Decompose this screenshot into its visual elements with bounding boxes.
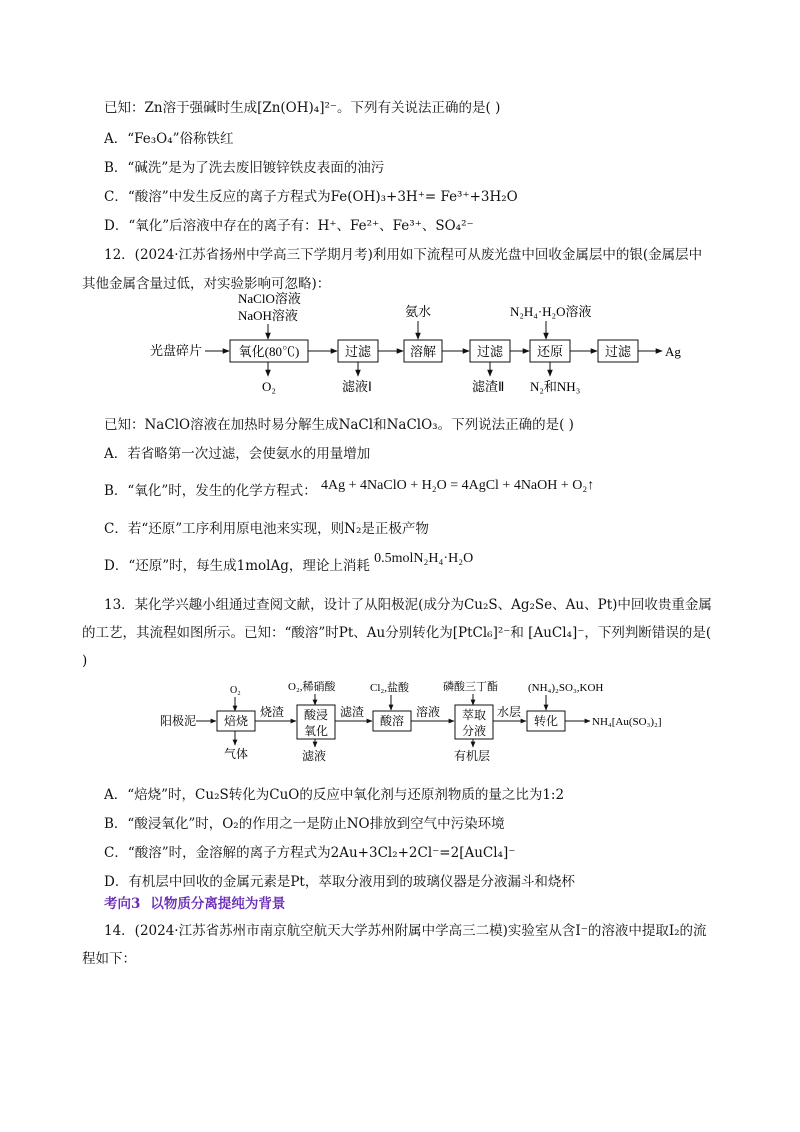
q13-stem-line1: 13．某化学兴趣小组通过查阅文献，设计了从阳极泥(成分为Cu₂S、Ag₂Se、Au、Pt)中回收贵重金属 [104,597,712,613]
svg-text:(NH₄)₂SO₃,KOH: (NH₄)₂SO₃,KOH [528,682,604,694]
q13-arrow-label-3: 溶液 [416,705,441,719]
q13-out-filtrate: 滤液 [302,749,327,763]
q12-option-a: A．若省略第一次过滤，会使氨水的用量增加 [104,446,371,462]
svg-text:过滤: 过滤 [344,344,372,359]
q13-stem-line3: ) [82,653,88,669]
svg-text:溶解: 溶解 [409,344,437,359]
q12-option-c: C．若“还原”工序利用原电池来实现，则N₂是正极产物 [104,521,429,537]
q11-known-text: 已知：Zn溶于强碱时生成[Zn(OH)₄]²⁻。下列有关说法正确的是( ) [104,100,501,116]
q12-reagent-naoh: NaOH溶液 [238,308,298,323]
q11-option-b: B．“碱洗”是为了洗去废旧镀锌铁皮表面的油污 [104,160,385,176]
q12-reagent-naclo: NaClO溶液 [238,291,301,306]
q12-option-d-formula: 0.5molN₂H₄·H₂O [374,551,474,566]
q12-start-label: 光盘碎片 [150,343,203,358]
q13-arrow-label-4: 水层 [497,705,522,719]
svg-text:氧化: 氧化 [303,724,329,738]
q13-out-organic: 有机层 [454,749,491,763]
q13-arrow-label-2: 滤渣 [340,705,365,719]
svg-text:焙烧: 焙烧 [223,714,249,728]
section-heading [104,892,285,912]
section-title-text: 以物质分离提纯为背景 [150,896,286,912]
svg-text:O₂,稀硝酸: O₂,稀硝酸 [288,681,336,693]
q12-option-b-formula: 4Ag + 4NaClO + H₂O = 4AgCl + 4NaOH + O₂↑ [321,478,595,493]
svg-text:过滤: 过滤 [604,344,632,359]
q14-stem-line2: 程如下： [82,951,136,967]
q12-stem-line2: 其他金属含量过低，对实验影响可忽略)： [82,276,331,292]
q12-reagent-ammonia: 氨水 [405,304,432,319]
section-label: 考向3 [104,896,141,912]
svg-text:酸溶: 酸溶 [379,714,405,728]
q11-option-c: C．“酸溶”中发生反应的离子方程式为Fe(OH)₃+3H⁺= Fe³⁺+3H₂O [104,189,518,205]
q12-reagent-hydrazine: N₂H₄·H₂O溶液 [510,304,592,319]
q11-option-a: A．“Fe₃O₄”俗称铁红 [104,131,234,147]
svg-text:转化: 转化 [533,714,559,728]
q13-end-label: NH₄[Au(SO₃)₂] [592,716,662,728]
q13-out-gas: 气体 [224,747,249,761]
q13-option-d: D．有机层中回收的金属元素是Pt，萃取分液用到的玻璃仪器是分液漏斗和烧杯 [104,874,575,890]
q12-option-b-text: B．“氧化”时，发生的化学方程式： [104,483,317,499]
q13-stem-line2: 的工艺，其流程如图所示。已知：“酸溶”时Pt、Au分别转化为[PtCl₆]²⁻和 [AuCl₄]⁻，下列判断错误的是( [82,625,712,641]
svg-text:磷酸三丁酯: 磷酸三丁酯 [443,681,498,693]
q13-option-a: A．“焙烧”时，Cu₂S转化为CuO的反应中氧化剂与还原剂物质的量之比为1:2 [104,787,565,803]
svg-text:过滤: 过滤 [476,344,504,359]
q12-out-n2-nh3: N₂和NH₃ [530,379,581,394]
svg-text:氧化(80℃): 氧化(80℃) [238,344,300,359]
q12-known-text: 已知：NaClO溶液在加热时易分解生成NaCl和NaClO₃。下列说法正确的是( ) [104,417,574,433]
svg-text:酸浸: 酸浸 [303,708,329,722]
svg-text:萃取: 萃取 [461,708,487,722]
q12-stem-line1: 12．(2024·江苏省扬州中学高三下学期月考)利用如下流程可从废光盘中回收金属层中的银(金属层中 [104,247,703,263]
svg-text:O₂: O₂ [230,685,241,696]
q12-end-label: Ag [665,344,681,359]
q13-start-label: 阳极泥 [160,714,197,728]
svg-text:还原: 还原 [536,344,564,359]
svg-text:Cl₂,盐酸: Cl₂,盐酸 [370,682,409,694]
q14-stem-line1: 14．(2024·江苏省苏州市南京航空航天大学苏州附属中学高三二模)实验室从含I⁻的溶液中提取I₂的流 [104,923,707,939]
q13-option-b: B．“酸浸氧化”时，O₂的作用之一是防止NO排放到空气中污染环境 [104,816,505,832]
q13-option-c: C．“酸溶”时，金溶解的离子方程式为2Au+3Cl₂+2Cl⁻=2[AuCl₄]⁻ [104,845,516,861]
q11-option-d: D．“氧化”后溶液中存在的离子有：H⁺、Fe²⁺、Fe³⁺、SO₄²⁻ [104,218,474,234]
q12-out-filtrate1: 滤液Ⅰ [342,379,372,394]
q12-out-o2: O₂ [262,379,276,394]
q13-arrow-label-1: 烧渣 [260,705,285,719]
svg-text:分液: 分液 [461,724,487,738]
q12-out-residue2: 滤渣Ⅱ [472,379,505,394]
q12-option-d-text: D．“还原”时，每生成1molAg，理论上消耗 [104,558,370,574]
